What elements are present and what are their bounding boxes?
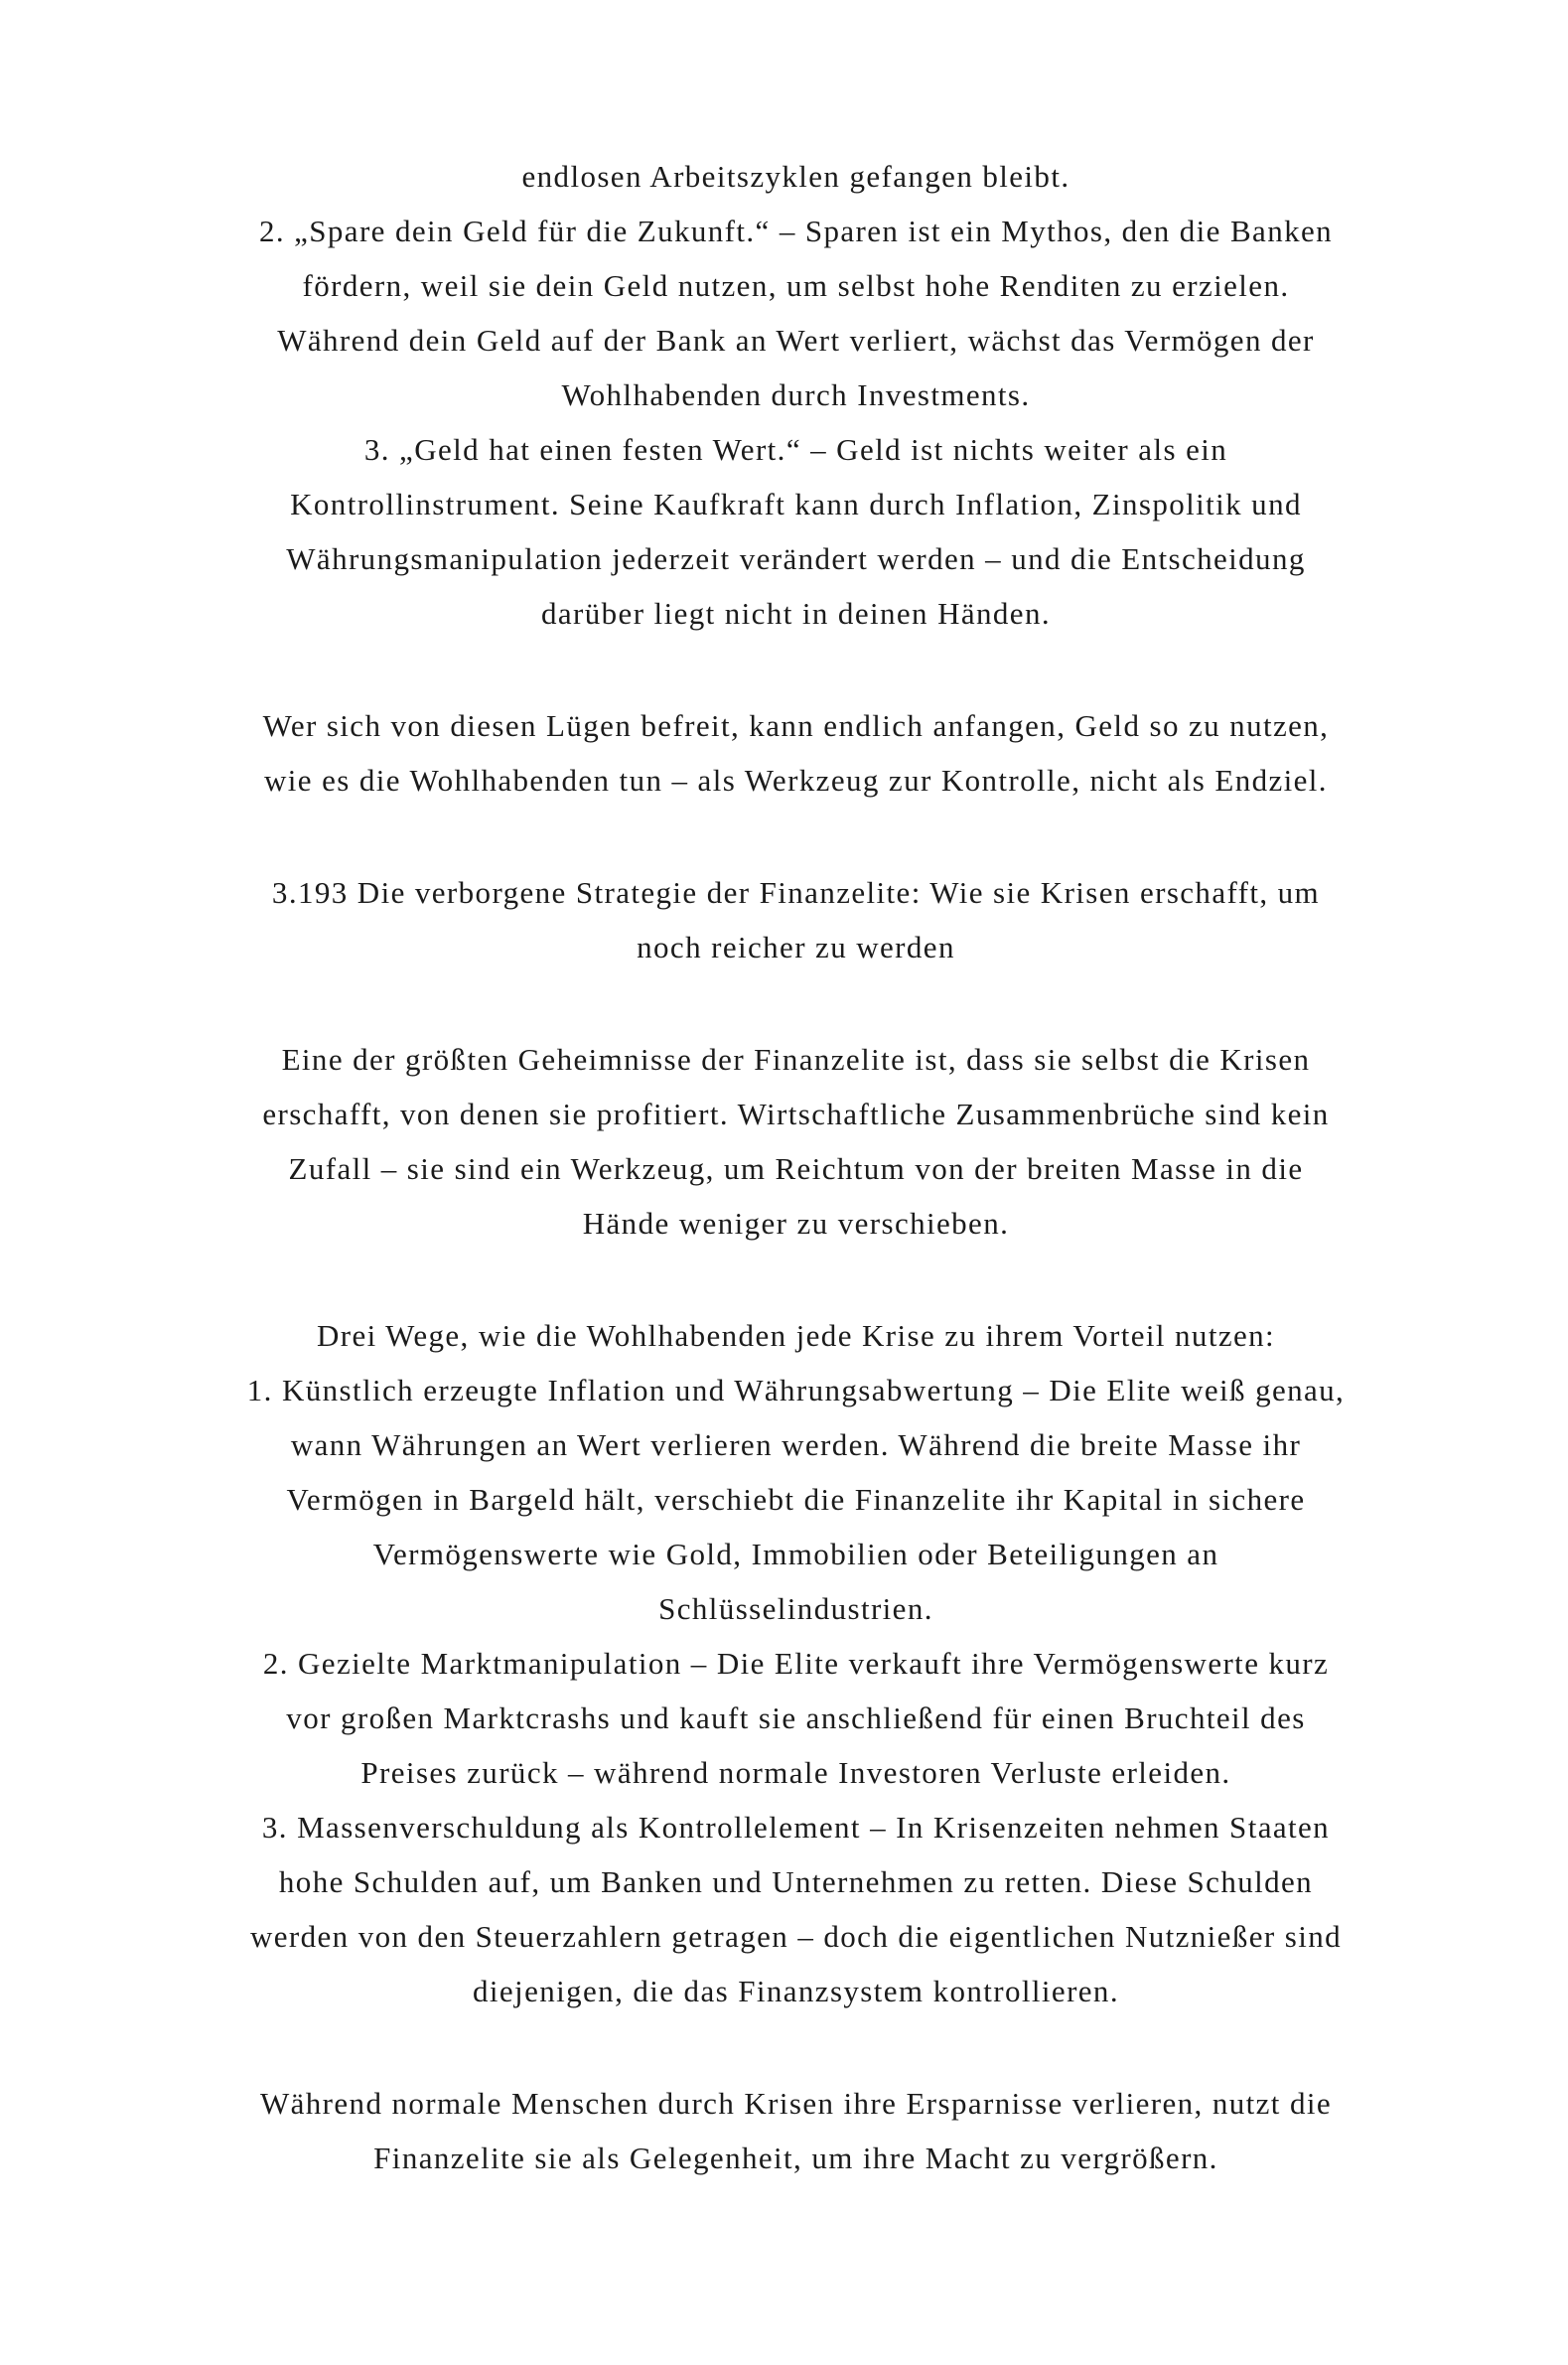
text-line: 3. „Geld hat einen festen Wert.“ – Geld ist nichts weiter als ein bbox=[363, 432, 1228, 467]
text-line: diejenigen, die das Finanzsystem kontrollieren. bbox=[473, 1974, 1119, 2008]
text-line: Vermögenswerte wie Gold, Immobilien oder Beteiligungen an bbox=[372, 1537, 1219, 1571]
text-line: Wer sich von diesen Lügen befreit, kann endlich anfangen, Geld so zu nutzen, bbox=[262, 708, 1330, 743]
text-line: Kontrollinstrument. Seine Kaufkraft kann durch Inflation, Zinspolitik und bbox=[290, 487, 1302, 521]
text-line: Eine der größten Geheimnisse der Finanzelite ist, dass sie selbst die Krisen bbox=[281, 1042, 1311, 1077]
text-line: Während dein Geld auf der Bank an Wert verliert, wächst das Vermögen der bbox=[277, 323, 1315, 358]
paragraph-crisis-secret bbox=[111, 1032, 1481, 1251]
text-line: darüber liegt nicht in deinen Händen. bbox=[540, 596, 1051, 631]
text-line: fördern, weil sie dein Geld nutzen, um selbst hohe Renditen zu erzielen. bbox=[302, 268, 1290, 303]
text-line: Drei Wege, wie die Wohlhabenden jede Krise zu ihrem Vorteil nutzen: bbox=[316, 1318, 1276, 1353]
text-line: Währungsmanipulation jederzeit verändert werden – und die Entscheidung bbox=[286, 541, 1306, 576]
section-heading-3-193 bbox=[111, 865, 1481, 974]
text-line: Preises zurück – während normale Investoren Verluste erleiden. bbox=[360, 1755, 1231, 1790]
text-line: 2. „Spare dein Geld für die Zukunft.“ – Sparen ist ein Mythos, den die Banken bbox=[258, 214, 1334, 248]
text-line: 1. Künstlich erzeugte Inflation und Währungsabwertung – Die Elite weiß genau, bbox=[246, 1373, 1346, 1407]
paragraph-three-ways-list bbox=[111, 1308, 1481, 2018]
text-line: 3. Massenverschuldung als Kontrollelement – In Krisenzeiten nehmen Staaten bbox=[261, 1810, 1331, 1845]
heading-line: noch reicher zu werden bbox=[637, 930, 955, 964]
text-line: 2. Gezielte Marktmanipulation – Die Elite verkauft ihre Vermögenswerte kurz bbox=[262, 1646, 1330, 1681]
paragraph-money-lies bbox=[111, 149, 1481, 641]
paragraph-conclusion-lies bbox=[111, 698, 1481, 808]
text-line: endlosen Arbeitszyklen gefangen bleibt. bbox=[521, 159, 1070, 194]
text-line: Wohlhabenden durch Investments. bbox=[561, 377, 1031, 412]
text-line: Finanzelite sie als Gelegenheit, um ihre Macht zu vergrößern. bbox=[373, 2141, 1218, 2175]
heading-line: 3.193 Die verborgene Strategie der Finanzelite: Wie sie Krisen erschafft, um bbox=[271, 875, 1321, 910]
text-line: wie es die Wohlhabenden tun – als Werkzeug zur Kontrolle, nicht als Endziel. bbox=[264, 763, 1328, 798]
text-line: Zufall – sie sind ein Werkzeug, um Reichtum von der breiten Masse in die bbox=[288, 1151, 1304, 1186]
text-line: Während normale Menschen durch Krisen ihre Ersparnisse verlieren, nutzt die bbox=[259, 2086, 1333, 2121]
text-line: Schlüsselindustrien. bbox=[658, 1591, 933, 1626]
text-line: wann Währungen an Wert verlieren werden. Während die breite Masse ihr bbox=[290, 1427, 1302, 1462]
text-line: erschafft, von denen sie profitiert. Wirtschaftliche Zusammenbrüche sind kein bbox=[262, 1097, 1330, 1131]
text-line: vor großen Marktcrashs und kauft sie anschließend für einen Bruchteil des bbox=[286, 1700, 1306, 1735]
text-line: werden von den Steuerzahlern getragen – doch die eigentlichen Nutznießer sind bbox=[249, 1919, 1343, 1954]
text-line: Hände weniger zu verschieben. bbox=[582, 1206, 1010, 1241]
text-line: Vermögen in Bargeld hält, verschiebt die Finanzelite ihr Kapital in sichere bbox=[286, 1482, 1306, 1517]
paragraph-closing bbox=[111, 2076, 1481, 2185]
text-line: hohe Schulden auf, um Banken und Unternehmen zu retten. Diese Schulden bbox=[278, 1864, 1314, 1899]
